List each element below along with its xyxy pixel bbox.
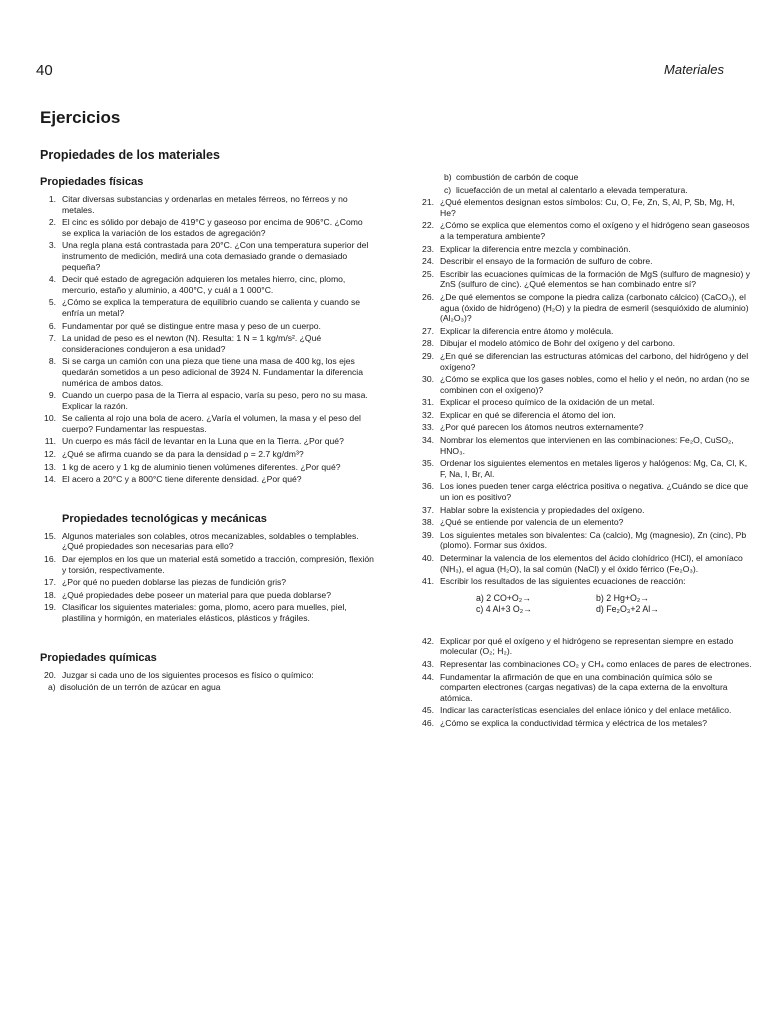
exercise-text: Escribir las ecuaciones químicas de la formación de MgS (sulfuro de magnesio) y ZnS (sulfuro de cinc). ¿Qué elementos se han combinado entre sí? (440, 268, 750, 290)
exercise-item (414, 636, 752, 657)
exercise-number: 19. (44, 602, 56, 613)
exercise-text: Los iones pueden tener carga eléctrica positiva o negativa. ¿Cuándo se dice que un ion es positivo? (440, 481, 749, 503)
exercise-text: ¿Qué se afirma cuando se da para la densidad ρ = 2.7 kg/dm³? (62, 449, 304, 460)
subitem-label: c) (444, 184, 452, 195)
exercise-number: 27. (422, 325, 434, 336)
exercise-number: 45. (422, 705, 434, 716)
exercise-text: Fundamentar la afirmación de que en una combinación química sólo se comparten electrones (cargas negativas) de la capa externa de la envoltura atómica. (440, 671, 728, 703)
exercise-number: 9. (48, 390, 56, 401)
exercise-number: 43. (422, 658, 434, 669)
exercise-text: Explicar por qué el oxígeno y el hidrógeno se representan siempre en estado molecular (O₂; H₂). (440, 635, 734, 657)
exercise-item (414, 659, 752, 670)
exercise-item (36, 670, 374, 681)
exercise-item (414, 397, 752, 408)
exercise-text: El acero a 20°C y a 800°C tiene diferente densidad. ¿Por qué? (62, 474, 302, 485)
exercise-number: 38. (422, 517, 434, 528)
page-header (36, 62, 724, 82)
exercise-text: Ordenar los siguientes elementos en metales ligeros y halógenos: Mg, Ca, Cl, K, F, Na, I, Br, Al. (440, 458, 748, 479)
exercise-number: 18. (44, 589, 56, 600)
section-title: Propiedades de los materiales (40, 148, 220, 162)
equation-grid (414, 593, 752, 616)
exercise-item (36, 274, 374, 295)
exercise-number: 3. (48, 240, 56, 251)
exercise-text: Explicar la diferencia entre átomo y molécula. (440, 325, 614, 336)
exercise-text: Cuando un cuerpo pasa de la Tierra al espacio, varía su peso, pero no su masa. Explicar la razón. (62, 390, 368, 411)
exercise-number: 39. (422, 529, 434, 540)
exercise-number: 10. (44, 413, 56, 424)
exercise-item (414, 517, 752, 528)
exercise-subitem (414, 185, 752, 196)
subsection-heading-tecnologicas: Propiedades tecnológicas y mecánicas (62, 512, 267, 525)
exercise-item (414, 422, 752, 433)
exercise-item (36, 554, 374, 575)
exercise-number: 25. (422, 268, 434, 279)
exercise-item (414, 269, 752, 290)
exercise-text: ¿En qué se diferencian las estructuras atómicas del carbono, del hidrógeno y del oxígeno? (440, 350, 749, 372)
running-title: Materiales (664, 62, 724, 77)
exercise-item (414, 435, 752, 456)
exercise-text: ¿Cómo se explica la conductividad térmica y eléctrica de los metales? (440, 717, 708, 728)
exercise-text: El cinc es sólido por debajo de 419°C y gaseoso por encima de 906°C. ¿Como se explica la variación de los estados de agregación? (62, 217, 363, 238)
exercise-number: 7. (48, 333, 56, 344)
exercise-number: 6. (48, 320, 56, 331)
exercise-text: Escribir los resultados de las siguientes ecuaciones de reacción: (440, 576, 686, 587)
exercise-text: Un cuerpo es más fácil de levantar en la Luna que en la Tierra. ¿Por qué? (62, 436, 344, 447)
subitem-label: b) (444, 172, 452, 182)
exercise-text: ¿Por qué no pueden doblarse las piezas de fundición gris? (62, 577, 287, 588)
exercise-list-quimicas-a (414, 197, 752, 587)
exercise-item (36, 194, 374, 215)
exercise-number: 20. (44, 669, 56, 680)
exercise-item (36, 531, 374, 552)
equation-d: d) Fe₂O₃+2 Al→ (596, 604, 659, 615)
left-column (36, 176, 374, 695)
exercise-item (36, 297, 374, 318)
exercise-text: Citar diversas substancias y ordenarlas en metales férreos, no férreos y no metales. (62, 194, 348, 215)
exercise-text: ¿De qué elementos se compone la piedra caliza (carbonato cálcico) (CaCO₃), el agua (óxido de hidrógeno) (H₂O) y la piedra de esmeril (sesquióxido de aluminio) (Al₂O₃)? (440, 291, 749, 324)
exercise-text: Explicar la diferencia entre mezcla y combinación. (440, 243, 631, 254)
exercise-text: Indicar las características esenciales del enlace iónico y del enlace metálico. (440, 705, 732, 716)
exercise-number: 29. (422, 350, 434, 361)
exercise-text: Los siguientes metales son bivalentes: Ca (calcio), Mg (magnesio), Zn (cinc), Pb (plomo). Formar sus óxidos. (440, 529, 747, 551)
equation-a: a) 2 CO+O₂→ (476, 592, 531, 603)
exercise-text: Representar las combinaciones CO₂ y CH₄ como enlaces de pares de electrones. (440, 658, 752, 669)
exercise-item (36, 217, 374, 238)
subsection-heading-fisicas: Propiedades físicas (40, 176, 144, 188)
exercise-number: 46. (422, 717, 434, 728)
exercise-number: 17. (44, 577, 56, 588)
exercise-number: 5. (48, 297, 56, 308)
exercise-item (36, 436, 374, 447)
exercise-text: Explicar el proceso químico de la oxidación de un metal. (440, 397, 655, 408)
exercise-text: ¿Por qué parecen los átomos neutros externamente? (440, 422, 644, 433)
exercise-text: Determinar la valencia de los elementos del ácido clohídrico (HCl), el amoníaco (NH₃), el agua (H₂O), la sal común (NaCl) y el óxido férrico (Fe₂O₃). (440, 553, 743, 574)
exercise-number: 37. (422, 504, 434, 515)
exercise-item (414, 576, 752, 587)
exercise-item (414, 197, 752, 218)
equation-c: c) 4 Al+3 O₂→ (476, 604, 532, 615)
exercise-subitem (414, 172, 752, 183)
exercise-number: 40. (422, 553, 434, 563)
exercise-item (414, 338, 752, 349)
exercise-item (414, 530, 752, 551)
exercise-item (414, 256, 752, 267)
exercise-text: Juzgar si cada uno de los siguientes procesos es físico o químico: (62, 669, 314, 680)
exercise-text: Nombrar los elementos que intervienen en las combinaciones: Fe₂O, CuSO₂, HNO₃. (440, 435, 734, 456)
exercise-text: Describir el ensayo de la formación de sulfuro de cobre. (440, 256, 653, 267)
exercise-20-continuation (414, 172, 752, 195)
subitem-text: combustión de carbón de coque (456, 172, 579, 182)
exercise-item (414, 553, 752, 574)
exercise-number: 11. (44, 436, 56, 447)
exercise-item (36, 462, 374, 473)
exercise-number: 22. (422, 220, 434, 231)
exercise-item (414, 351, 752, 372)
exercise-subitem (36, 682, 374, 693)
exercise-number: 24. (422, 256, 434, 267)
exercise-text: Clasificar los siguientes materiales: goma, plomo, acero para muelles, piel, plastilina y hormigón, en materiales elásticos, plásticos y frágiles. (62, 602, 347, 623)
exercise-item (36, 577, 374, 588)
exercise-item (414, 410, 752, 421)
exercise-number: 4. (48, 274, 56, 285)
exercise-number: 31. (422, 397, 434, 408)
exercise-item (36, 356, 374, 388)
exercise-number: 8. (48, 356, 56, 367)
exercise-text: 1 kg de acero y 1 kg de aluminio tienen volúmenes diferentes. ¿Por qué? (62, 461, 341, 472)
exercise-text: ¿Cómo se explica la temperatura de equilibrio cuando se calienta y cuando se enfría un metal? (62, 297, 361, 318)
exercise-number: 23. (422, 243, 434, 254)
exercise-number: 16. (44, 554, 56, 565)
exercise-item (414, 481, 752, 502)
exercise-item (36, 474, 374, 485)
exercise-list-tecnologicas (36, 531, 374, 624)
exercise-list-fisicas (36, 194, 374, 485)
exercise-item (36, 333, 374, 354)
exercise-item (36, 390, 374, 411)
exercise-number: 36. (422, 481, 434, 492)
exercise-number: 28. (422, 338, 434, 349)
exercise-text: Dar ejemplos en los que un material está sometido a tracción, compresión, flexión y torsión, respectivamente. (62, 554, 374, 575)
exercise-number: 26. (422, 291, 434, 302)
exercise-item (36, 602, 374, 623)
exercise-text: ¿Qué elementos designan estos símbolos: Cu, O, Fe, Zn, S, Al, P, Sb, Mg, H, He? (440, 197, 735, 218)
exercise-text: Si se carga un camión con una pieza que tiene una masa de 400 kg, los ejes quedarán sometidos a un peso adicional de 3924 N. Fundamentar la diferencia numérica de ambos datos. (62, 356, 363, 388)
subitem-text: licuefacción de un metal al calentarlo a elevada temperatura. (456, 184, 688, 195)
exercise-item (36, 240, 374, 272)
exercise-item (414, 326, 752, 337)
exercise-text: ¿Cómo se explica que elementos como el oxígeno y el hidrógeno sean gaseosos a la temperatura ambiente? (440, 220, 750, 241)
exercise-number: 14. (44, 474, 56, 485)
subsection-heading-quimicas: Propiedades químicas (40, 651, 157, 664)
exercise-text: Se calienta al rojo una bola de acero. ¿Varía el volumen, la masa y el peso del cuerpo? Fundamentar las respuestas. (62, 413, 361, 434)
exercise-number: 2. (48, 217, 56, 228)
exercise-number: 30. (422, 374, 434, 385)
page-title: Ejercicios (40, 108, 121, 127)
page-number: 40 (36, 62, 53, 79)
exercise-item (414, 220, 752, 241)
exercise-item (414, 672, 752, 704)
exercise-text: ¿Qué se entiende por valencia de un elemento? (440, 517, 624, 528)
exercise-item (414, 458, 752, 479)
exercise-item (414, 718, 752, 729)
exercise-text: Explicar en qué se diferencia el átomo del ion. (440, 409, 616, 420)
subitem-label: a) (48, 682, 56, 693)
exercise-item (414, 374, 752, 395)
equation-b: b) 2 Hg+O₂→ (596, 592, 650, 603)
exercise-text: ¿Cómo se explica que los gases nobles, como el helio y el neón, no ardan (no se combinen con el oxígeno)? (440, 374, 750, 395)
exercise-text: Decir qué estado de agregación adquieren los metales hierro, cinc, plomo, mercurio, estaño y aluminio, a 400°C, y cuál a 1 000°C. (62, 274, 346, 295)
exercise-item (414, 705, 752, 716)
exercise-number: 34. (422, 435, 434, 446)
exercise-item (414, 505, 752, 516)
exercise-number: 32. (422, 409, 434, 420)
exercise-number: 13. (44, 461, 56, 472)
exercise-text: La unidad de peso es el newton (N). Resulta: 1 N = 1 kg/m/s². ¿Qué consideraciones condujeron a esa unidad? (62, 333, 322, 354)
exercise-number: 42. (422, 635, 434, 646)
exercise-number: 33. (422, 422, 434, 433)
exercise-item (36, 449, 374, 460)
exercise-item (36, 413, 374, 434)
exercise-number: 41. (422, 576, 434, 587)
exercise-text: Fundamentar por qué se distingue entre masa y peso de un cuerpo. (62, 320, 321, 331)
exercise-number: 44. (422, 671, 434, 682)
exercise-item (36, 321, 374, 332)
exercise-text: Dibujar el modelo atómico de Bohr del oxígeno y del carbono. (440, 338, 676, 349)
exercise-text: Algunos materiales son colables, otros mecanizables, soldables o templables. ¿Qué propiedades son necesarias para ello? (62, 530, 359, 552)
exercise-text: Una regla plana está contrastada para 20°C. ¿Con una temperatura superior del instrumento de medición, medirá una cota demasiado grande o demasiado pequeña? (62, 240, 369, 272)
exercise-item (414, 292, 752, 324)
exercise-item (414, 244, 752, 255)
exercise-text: ¿Qué propiedades debe poseer un material para que pueda doblarse? (62, 589, 331, 600)
exercise-list-quimicas-b (414, 636, 752, 729)
exercise-number: 1. (48, 194, 56, 204)
exercise-number: 21. (422, 197, 434, 208)
exercise-number: 12. (44, 449, 56, 460)
exercise-number: 15. (44, 530, 56, 541)
exercise-item (36, 590, 374, 601)
right-column (414, 172, 752, 731)
exercise-number: 35. (422, 458, 434, 469)
subitem-text: disolución de un terrón de azúcar en agua (60, 682, 221, 693)
exercise-text: Hablar sobre la existencia y propiedades del oxígeno. (440, 504, 645, 515)
